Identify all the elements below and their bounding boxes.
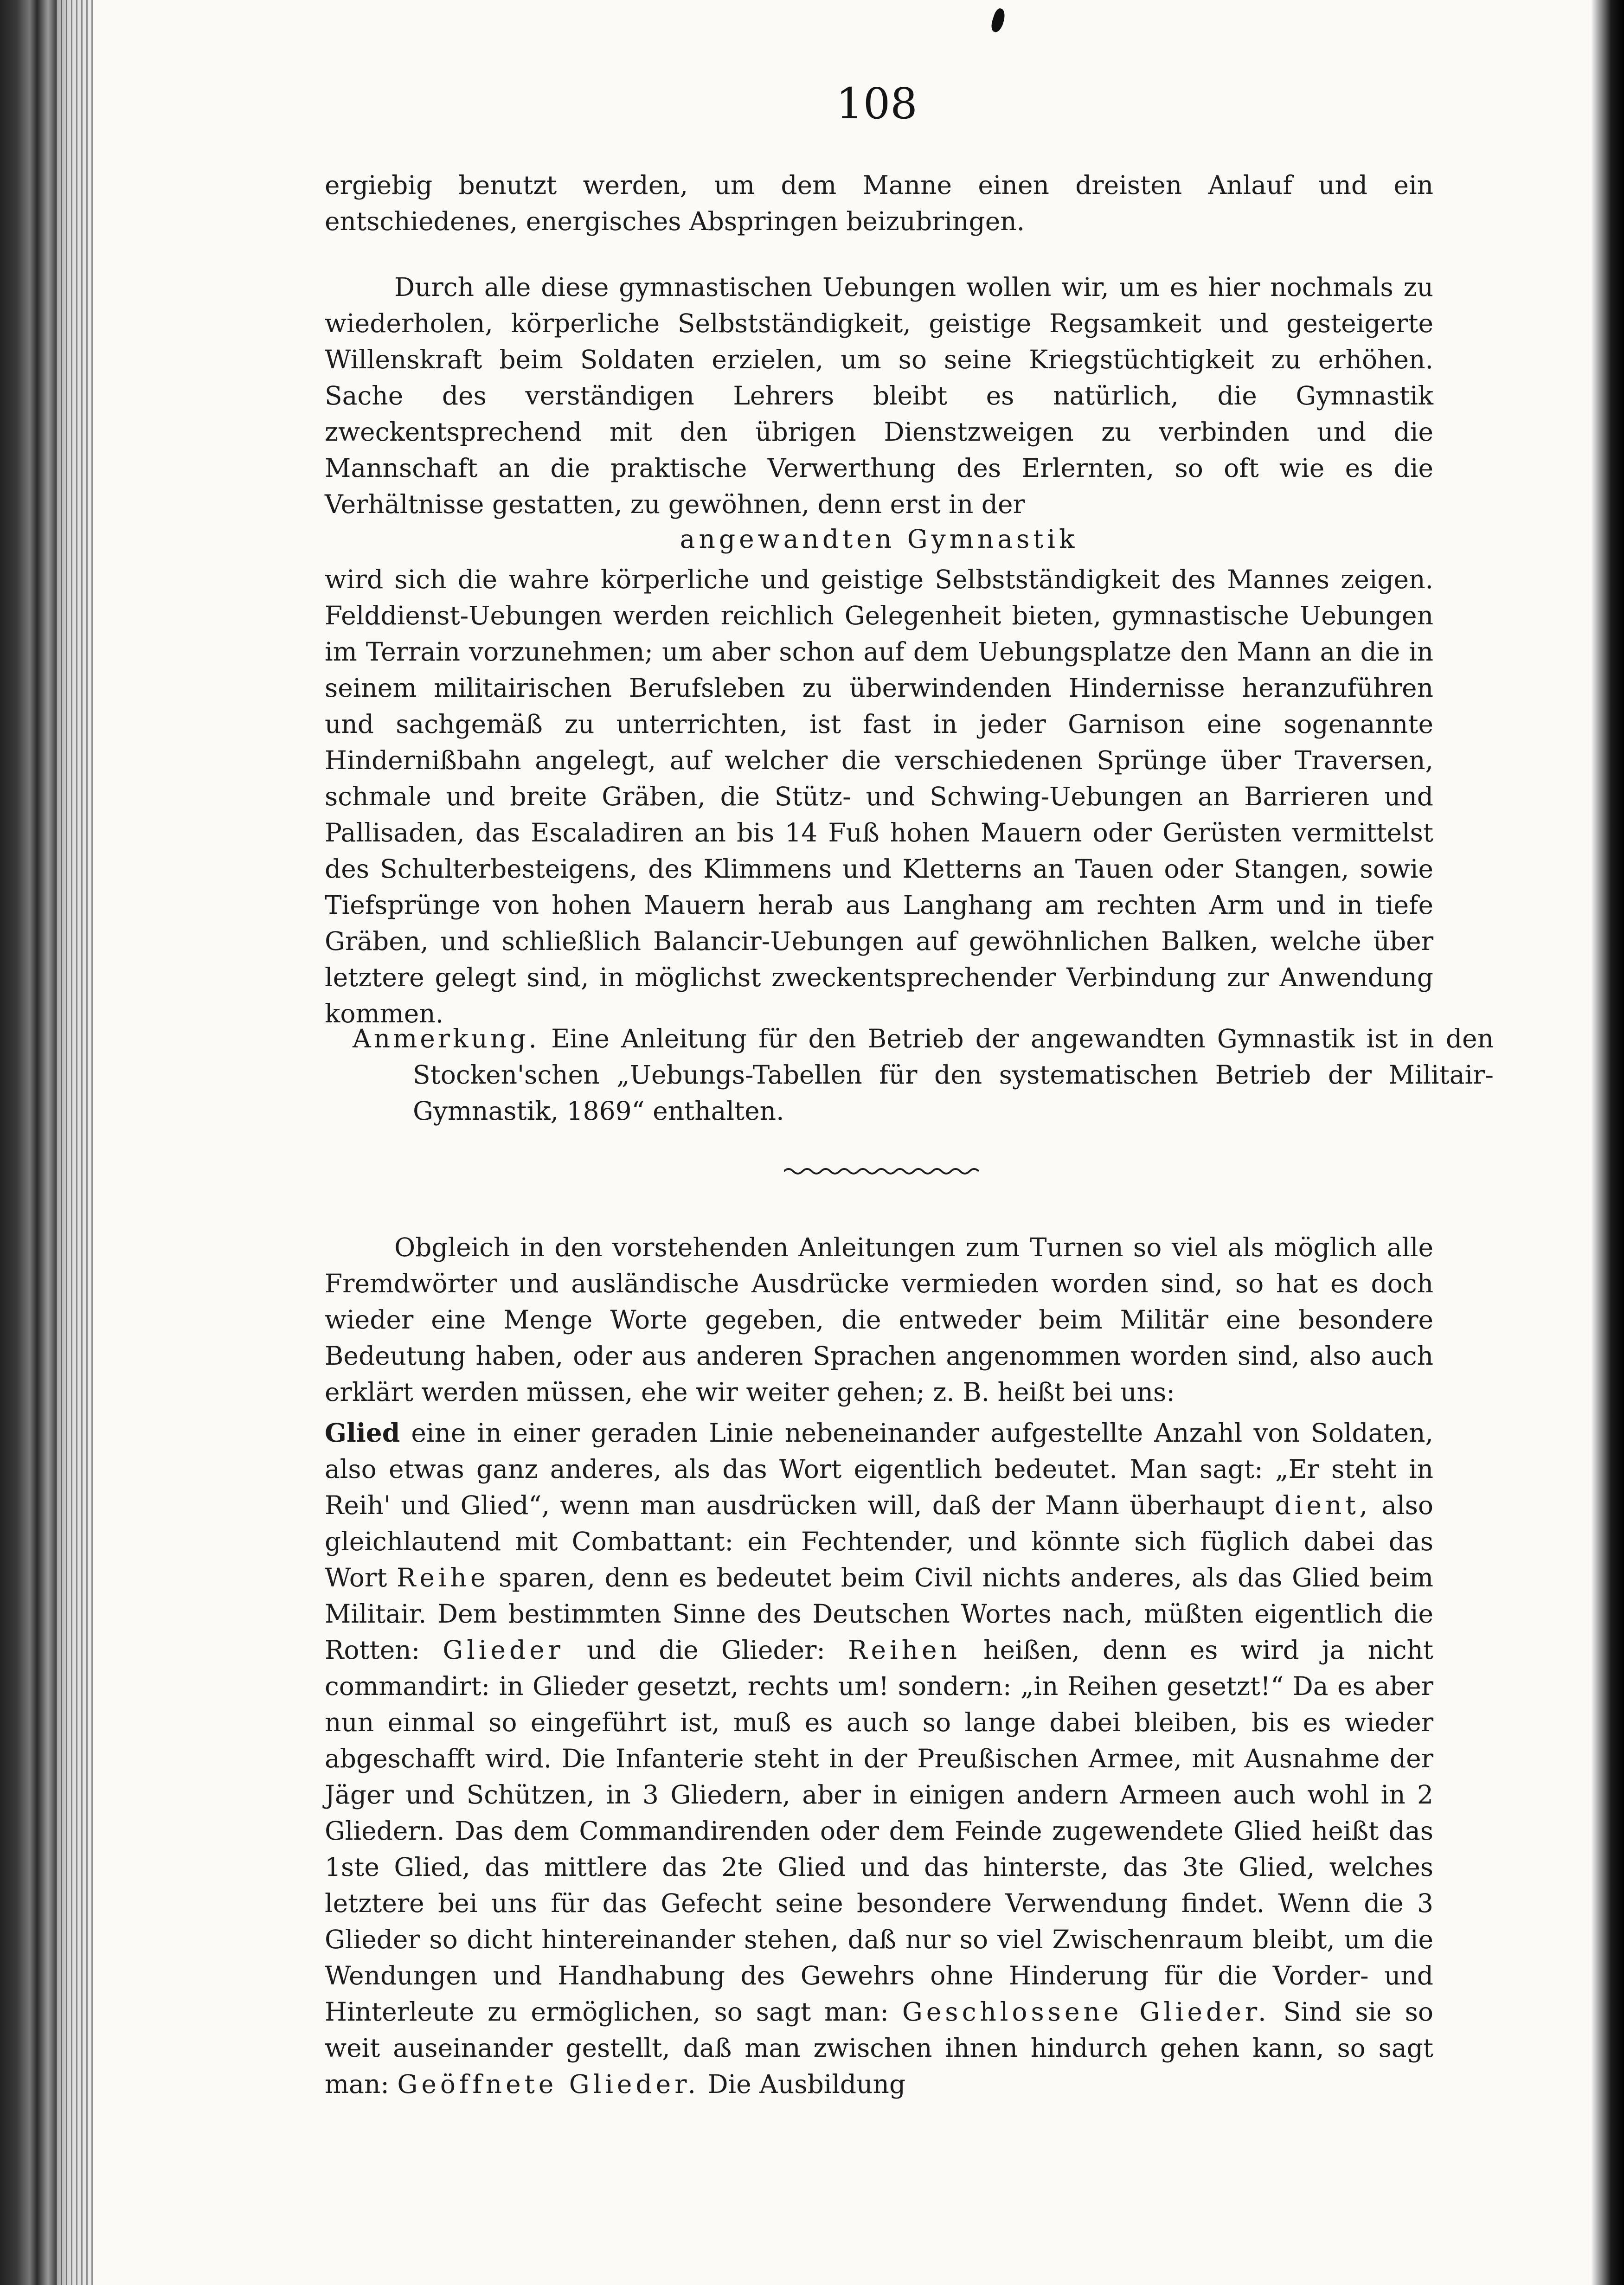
section-heading: angewandten Gymnastik xyxy=(680,524,1078,554)
paragraph-5-part-h: Die Ausbildung xyxy=(707,2069,906,2099)
page-right-edge xyxy=(1592,0,1624,2285)
ink-mark xyxy=(989,7,1008,34)
paragraph-5 xyxy=(325,1415,1433,2102)
footnote xyxy=(353,1021,1494,1129)
term-glied: Glied xyxy=(325,1418,400,1448)
paragraph-5-part-e: und die Glieder: xyxy=(587,1635,825,1665)
section-divider xyxy=(784,1164,979,1178)
page-number: 108 xyxy=(836,79,918,128)
term-combattant: Combattant: xyxy=(571,1527,733,1556)
term-reihen: Reihen xyxy=(848,1635,961,1665)
paragraph-5-part-f: heißen, denn es wird ja nicht commandirt: in Glieder gesetzt, rechts um! sondern: „in Reihen gesetzt!“ Da es aber nun einmal so eingeführt ist, muß es auch so lange dabei bleiben, bis es wieder abgeschafft wird. Die Infanterie steht in der Preußischen Armee, mit Ausnahme der Jäger und Schützen, in 3 Gliedern, aber in einigen andern Armeen auch wohl in 2 Gliedern. Das dem Commandirenden oder dem Feinde zugewendete Glied heißt das 1ste Glied, das mittlere das 2te Glied und das hinterste, das 3te Glied, welches letztere bei uns für das Gefecht seine besondere Verwendung findet. Wenn die 3 Glieder so dicht hintereinander stehen, daß nur so viel Zwischenraum bleibt, um die Wendungen und Handhabung des Gewehrs ohne Hinderung für die Vorder- und Hinterleute zu ermöglichen, so sagt man: xyxy=(325,1635,1434,2027)
term-reihe: Reihe xyxy=(396,1563,489,1592)
paragraph-5-part-g: Sind sie so weit auseinander gestellt, daß man zwischen ihnen hindurch gehen kann, so sagt man: xyxy=(325,1997,1433,2099)
paragraph-5-part-b: also gleichlautend mit xyxy=(325,1490,1434,1556)
footnote-text: Eine Anleitung für den Betrieb der angewandten Gymnastik ist in den Stocken'schen „Uebungs-Tabellen für den systematischen Betrieb der Militair-Gymnastik, 1869“ enthalten. xyxy=(413,1024,1494,1126)
paragraph-2: Durch alle diese gymnastischen Uebungen wollen wir, um es hier nochmals zu wiederholen, körperliche Selbstständigkeit, geistige Regsamkeit und gesteigerte Willenskraft beim Soldaten erzielen, um so seine Kriegstüchtigkeit zu erhöhen. Sache des verständigen Lehrers bleibt es natürlich, die Gymnastik zweckentsprechend mit den übrigen Dienstzweigen zu verbinden und die Mannschaft an die praktische Verwerthung des Erlernten, so oft wie es die Verhältnisse gestatten, zu gewöhnen, denn erst in der xyxy=(325,272,1433,519)
term-geoeffnete-glieder: Geöffnete Glieder. xyxy=(397,2069,700,2099)
page-edges xyxy=(56,0,93,2285)
paragraph-5-part-a: eine in einer geraden Linie nebeneinander aufgestellte Anzahl von Soldaten, also etwas ganz anderes, als das Wort eigentlich bedeutet. Man sagt: „Er steht in Reih' und Glied“, wenn man ausdrücken will, daß der Mann überhaupt xyxy=(325,1418,1433,1520)
paragraph-3: wird sich die wahre körperliche und geistige Selbstständigkeit des Mannes zeigen. Felddienst-Uebungen werden reichlich Gelegenheit bieten, gymnastische Uebungen im Terrain vorzunehmen; um aber schon auf dem Uebungsplatze den Mann an die in seinem militairischen Berufsleben zu überwindenden Hindernisse heranzuführen und sachgemäß zu unterrichten, ist fast in jeder Garnison eine sogenannte Hindernißbahn angelegt, auf welcher die verschiedenen Sprünge über Traversen, schmale und breite Gräben, die Stütz- und Schwing-Uebungen an Barrieren und Pallisaden, das Escaladiren an bis 14 Fuß hohen Mauern oder Gerüsten vermittelst des Schulterbesteigens, des Klimmens und Kletterns an Tauen oder Stangen, sowie Tiefsprünge von hohen Mauern herab aus Langhang am rechten Arm und in tiefe Gräben, und schließlich Balancir-Uebungen auf gewöhnlichen Balken, welche über letztere gelegt sind, in möglichst zweckentsprechender Verbindung zur Anwendung kommen. xyxy=(325,565,1433,1028)
paragraph-5-part-c: ein Fechtender, und könnte sich füglich dabei das Wort xyxy=(325,1527,1434,1592)
term-geschlossene-glieder: Geschlossene Glieder. xyxy=(902,1997,1270,2027)
footnote-label: Anmerkung. xyxy=(353,1024,539,1053)
term-dient: dient, xyxy=(1274,1490,1372,1520)
paragraph-5-part-d: sparen, denn es bedeutet beim Civil nichts anderes, als das Glied beim Militair. Dem bestimmten Sinne des Deutschen Wortes nach, müßten eigentlich die Rotten: xyxy=(325,1563,1434,1665)
paragraph-4: Obgleich in den vorstehenden Anleitungen zum Turnen so viel als möglich alle Fremdwörter und ausländische Ausdrücke vermieden worden sind, so hat es doch wieder eine Menge Worte gegeben, die entweder beim Militär eine besondere Bedeutung haben, oder aus anderen Sprachen angenommen worden sind, also auch erklärt werden müssen, ehe wir weiter gehen; z. B. heißt bei uns: xyxy=(325,1232,1433,1407)
paragraph-1: ergiebig benutzt werden, um dem Manne einen dreisten Anlauf und ein entschiedenes, energisches Abspringen beizubringen. xyxy=(325,170,1433,236)
term-glieder: Glieder xyxy=(443,1635,565,1665)
